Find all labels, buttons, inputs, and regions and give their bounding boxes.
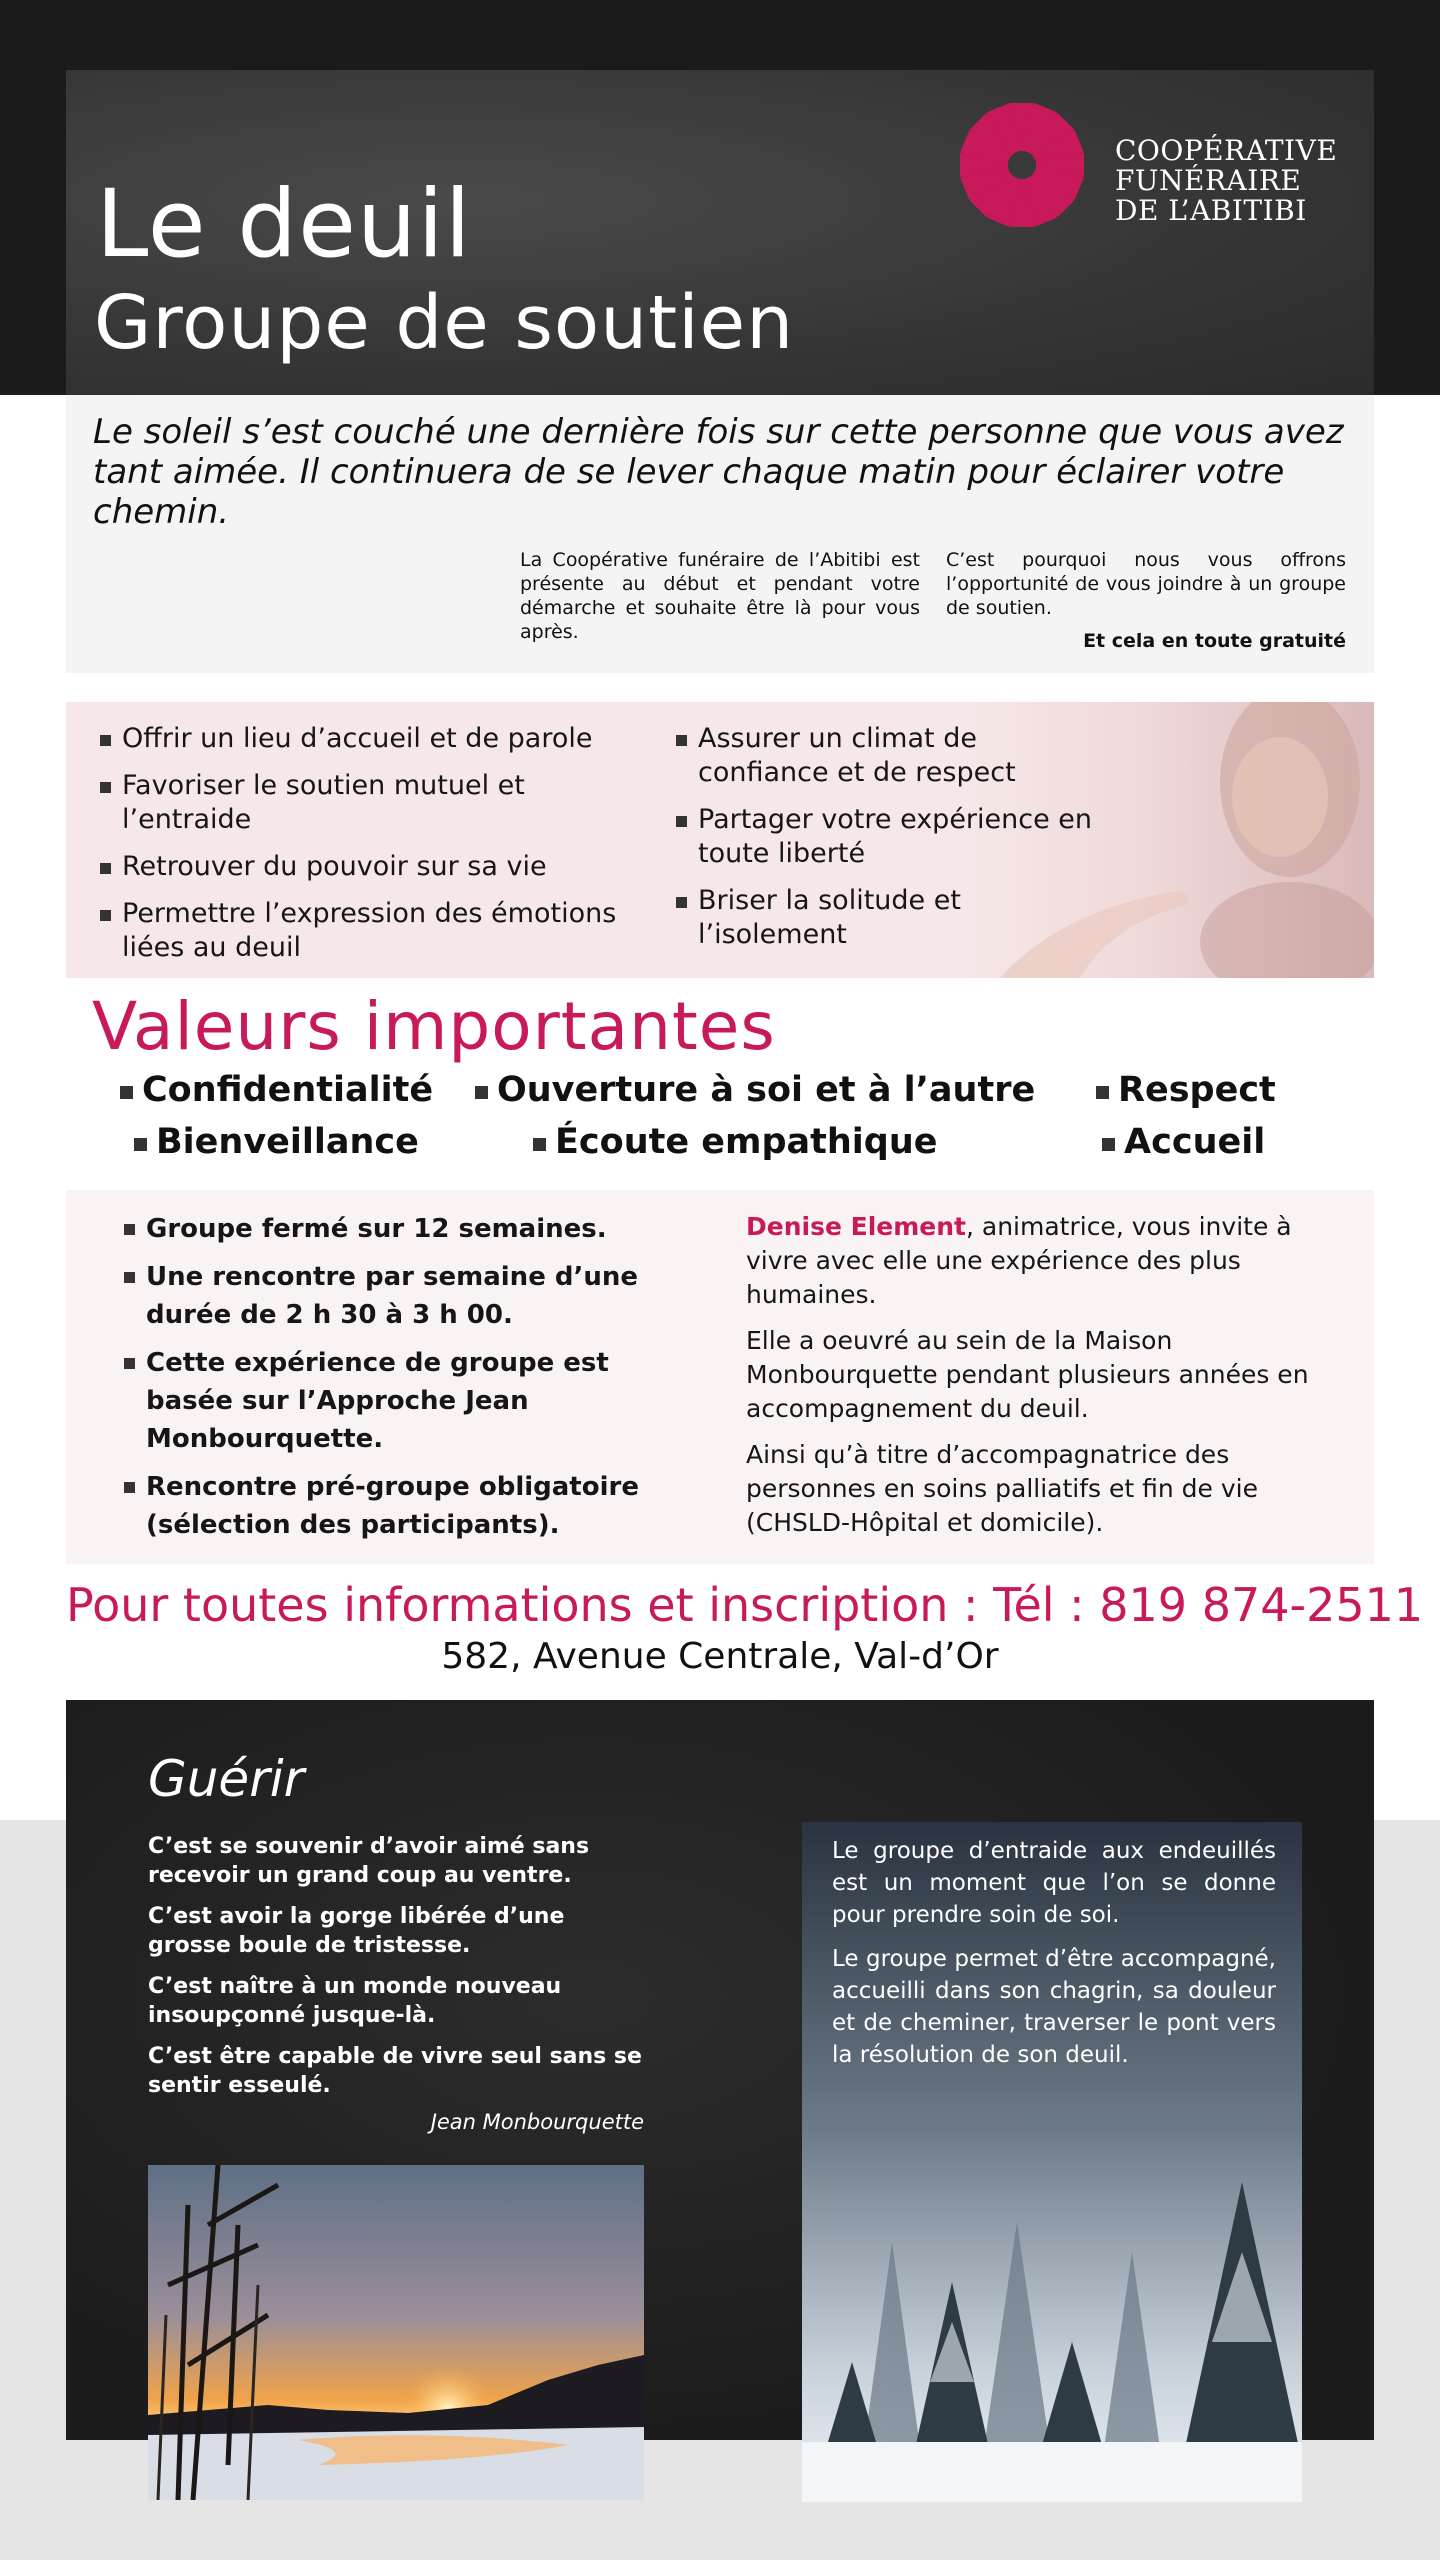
- address: 582, Avenue Centrale, Val-d’Or: [441, 1636, 999, 1677]
- value-item: Accueil: [1100, 1122, 1265, 1162]
- intro-paragraph-right: C’est pourquoi nous vous offrons l’opportunité de vous joindre à un groupe de soutien.: [946, 549, 1346, 619]
- quote-author: Jean Monbourquette: [430, 2110, 644, 2134]
- logo-line: DE L’ABITIBI: [1115, 194, 1307, 227]
- right-panel-text: [832, 1835, 1276, 2083]
- value-item: Écoute empathique: [531, 1122, 938, 1162]
- value-item: Bienveillance: [132, 1122, 419, 1162]
- page-subtitle: Groupe de soutien: [94, 280, 795, 366]
- list-item: Favoriser le soutien mutuel et l’entraide: [98, 769, 658, 837]
- group-details-list: [122, 1210, 682, 1554]
- guerir-line: C’est être capable de vivre seul sans se sentir esseulé.: [148, 2044, 642, 2098]
- free-note: Et cela en toute gratuité: [1083, 630, 1346, 652]
- values-title: Valeurs importantes: [92, 988, 776, 1065]
- panel-paragraph: Le groupe d’entraide aux endeuillés est un moment que l’on se donne pour prendre soin de soi.: [832, 1838, 1276, 1928]
- guerir-title: Guérir: [148, 1750, 305, 1808]
- list-item: Offrir un lieu d’accueil et de parole: [98, 722, 658, 756]
- page-title: Le deuil: [96, 170, 472, 279]
- contact-line: Pour toutes informations et inscription : Tél : 819 874-2511: [66, 1578, 1424, 1632]
- panel-paragraph: Le groupe permet d’être accompagné, accueilli dans son chagrin, sa douleur et de cheminer, traverser le pont vers la résolution de son deuil.: [832, 1946, 1276, 2068]
- logo-line: COOPÉRATIVE: [1115, 134, 1338, 167]
- bio-text: , animatrice, vous invite à vivre avec elle une expérience des plus humaines.: [746, 1212, 1292, 1309]
- facilitator-bio: [746, 1210, 1346, 1552]
- bio-paragraph: Elle a oeuvré au sein de la Maison Monbourquette pendant plusieurs années en accompagnement du deuil.: [746, 1326, 1309, 1423]
- list-item: Une rencontre par semaine d’une durée de 2 h 30 à 3 h 00.: [122, 1258, 682, 1334]
- guerir-line: C’est avoir la gorge libérée d’une grosse boule de tristesse.: [148, 1904, 565, 1958]
- logo-text: [1115, 136, 1337, 226]
- winter-sunset-photo: [148, 2165, 644, 2500]
- bio-paragraph: [746, 1210, 1346, 1312]
- value-item: Confidentialité: [118, 1070, 433, 1110]
- guerir-line: C’est se souvenir d’avoir aimé sans recevoir un grand coup au ventre.: [148, 1834, 590, 1888]
- list-item: Rencontre pré-groupe obligatoire (sélection des participants).: [122, 1468, 682, 1544]
- objectives-list-right: [674, 722, 1094, 965]
- guerir-text: [148, 1832, 648, 2112]
- list-item: Briser la solitude et l’isolement: [674, 884, 1094, 952]
- coop-logo-icon: [952, 100, 1092, 230]
- guerir-line: C’est naître à un monde nouveau insoupçonné jusque-là.: [148, 1974, 562, 2028]
- list-item: Cette expérience de groupe est basée sur l’Approche Jean Monbourquette.: [122, 1344, 682, 1458]
- bio-paragraph: Ainsi qu’à titre d’accompagnatrice des personnes en soins palliatifs et fin de vie (CHSLD-Hôpital et domicile).: [746, 1440, 1258, 1537]
- list-item: Partager votre expérience en toute liberté: [674, 803, 1094, 871]
- intro-paragraph-left: La Coopérative funéraire de l’Abitibi est présente au début et pendant votre démarche et souhaite être là pour vous après.: [520, 549, 920, 643]
- list-item: Permettre l’expression des émotions liées au deuil: [98, 897, 658, 965]
- list-item: Groupe fermé sur 12 semaines.: [122, 1210, 682, 1248]
- list-item: Retrouver du pouvoir sur sa vie: [98, 850, 658, 884]
- value-item: Ouverture à soi et à l’autre: [473, 1070, 1035, 1110]
- facilitator-name: Denise Element: [746, 1212, 966, 1241]
- value-item: Respect: [1094, 1070, 1276, 1110]
- objectives-list-left: [98, 722, 658, 978]
- logo-line: FUNÉRAIRE: [1115, 164, 1302, 197]
- list-item: Assurer un climat de confiance et de respect: [674, 722, 1094, 790]
- intro-quote: Le soleil s’est couché une dernière fois sur cette personne que vous avez tant aimée. Il continuera de se lever chaque matin pour éclairer votre chemin.: [93, 412, 1344, 532]
